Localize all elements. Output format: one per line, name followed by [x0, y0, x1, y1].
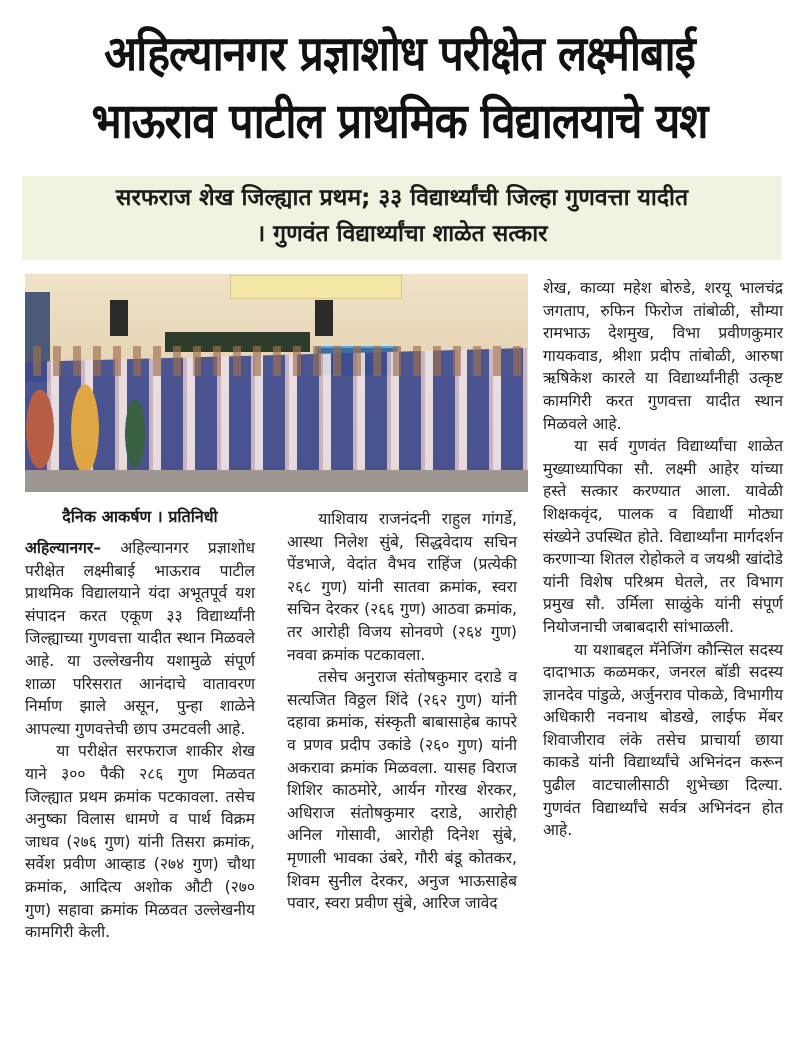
subhead-line-1: सरफराज शेख जिल्ह्यात प्रथम; ३३ विद्यार्थ्यांची जिल्हा गुणवत्ता यादीत: [115, 185, 689, 211]
column-2: [287, 508, 517, 915]
group-photo: [25, 274, 528, 492]
photo-banner: [230, 275, 402, 299]
paragraph: [25, 537, 255, 740]
paragraph: तसेच अनुराज संतोषकुमार दराडे व सत्यजित विठ्ठल शिंदे (२६२ गुण) यांनी दहावा क्रमांक, संस्कृती बाबासाहेब कापरे व प्रणव प्रदीप उकांडे (२६० गुण) यांनी अकरावा क्रमांक मिळवला. यासह विराज शिशिर काठमोरे, आर्यन गोरख शेरकर, अधिराज संतोषकुमार दराडे, आरोही अनिल गोसावी, आरोही दिनेश सुंबे, मृणाली भावका उंबरे, गौरी बंडू कोतकर, शिवम सुनील देरकर, अनुज भाऊसाहेब पवार, स्वरा प्रवीण सुंबे, आरिज जावेद: [287, 668, 517, 913]
photo-speaker-right: [315, 300, 333, 336]
headline: [0, 21, 799, 155]
paragraph: या यशाबद्दल मॅनेजिंग कौन्सिल सदस्य दादाभाऊ कळमकर, जनरल बॉडी सदस्य ज्ञानदेव पांडुळे, अर्जुनराव पोकळे, विभागीय अधिकारी नवनाथ बोडखे, लाईफ मेंबर शिवाजीराव लंके तसेच प्राचार्या छाया काकडे यांनी विद्यार्थ्यांचे अभिनंदन करून पुढील वाटचालीसाठी शुभेच्छा दिल्या. गुणवंत विद्यार्थ्यांचे सर्वत्र अभिनंदन होत आहे.: [543, 640, 783, 840]
photo-step: [25, 470, 528, 492]
column-1: [25, 537, 255, 944]
byline: दैनिक आकर्षण । प्रतिनिधी: [62, 507, 218, 526]
paragraph: या सर्व गुणवंत विद्यार्थ्यांचा शाळेत मुख्याध्यापिका सौ. लक्ष्मी आहेर यांच्या हस्ते सत्कार करण्यात आला. यावेळी शिक्षकवृंद, पालक व विद्यार्थी मोठ्या संख्येने उपस्थित होते. विद्यार्थ्यांना मार्गदर्शन करणाऱ्या शितल रोहोकले व जयश्री खांदोडे यांनी विशेष परिश्रम घेतले, तर विभाग प्रमुख सौ. उर्मिला साळुंके यांनी संपूर्ण नियोजनाची जबाबदारी सांभाळली.: [543, 437, 783, 636]
subhead: [22, 180, 782, 252]
paragraph-text: अहिल्यानगर प्रज्ञाशोध परीक्षेत लक्ष्मीबाई भाऊराव पाटील प्राथमिक विद्यालयाने यंदा अभूतपूर्व यश संपादन करत एकूण ३३ विद्यार्थ्यांनी जिल्ह्याच्या गुणवत्ता यादीत स्थान मिळवले आहे. या उल्लेखनीय यशामुळे संपूर्ण शाळा परिसरात आनंदाचे वातावरण निर्माण झाले असून, पुन्हा शाळेने आपल्या गुणवत्तेची छाप उमटवली आहे.: [25, 539, 255, 738]
headline-line-2: भाऊराव पाटील प्राथमिक विद्यालयाचे यश: [91, 93, 708, 150]
photo-faces: [25, 346, 528, 376]
dateline: अहिल्यानगर–: [25, 539, 102, 557]
photo-speaker-left: [110, 300, 128, 336]
headline-line-1: अहिल्यानगर प्रज्ञाशोध परीक्षेत लक्ष्मीबाई: [104, 26, 695, 83]
paragraph: या परीक्षेत सरफराज शाकीर शेख याने ३०० पैकी २८६ गुण मिळवत जिल्ह्यात प्रथम क्रमांक पटकावला. तसेच अनुष्का विलास धामणे व पार्थ विक्रम जाधव (२७६ गुण) यांनी तिसरा क्रमांक, सर्वेश प्रवीण आव्हाड (२७४ गुण) चौथा क्रमांक, आदित्य अशोक औटी (२७० गुण) सहावा क्रमांक मिळवत उल्लेखनीय कामगिरी केली.: [25, 742, 255, 942]
column-3: [543, 277, 783, 842]
paragraph: शेख, काव्या महेश बोरुडे, शरयू भालचंद्र जगताप, रुफिन फिरोज तांबोळी, सौम्या रामभाऊ देशमुख, विभा प्रवीणकुमार गायकवाड, श्रीशा प्रदीप तांबोळी, आरुषा ऋषिकेश कारले या विद्यार्थ्यांनीही उत्कृष्ट कामगिरी करत गुणवत्ता यादीत स्थान मिळवले आहे.: [543, 279, 783, 433]
subhead-line-2: । गुणवंत विद्यार्थ्यांचा शाळेत सत्कार: [256, 221, 548, 247]
paragraph: याशिवाय राजनंदनी राहुल गांगर्डे, आस्था निलेश सुंबे, सिद्धवेदाय सचिन पेंडभाजे, वेदांत वैभव राहिंज (प्रत्येकी २६८ गुण) यांनी सातवा क्रमांक, स्वरा सचिन देरकर (२६६ गुण) आठवा क्रमांक, तर आरोही विजय सोनवणे (२६४ गुण) नववा क्रमांक पटकावला.: [287, 510, 517, 664]
